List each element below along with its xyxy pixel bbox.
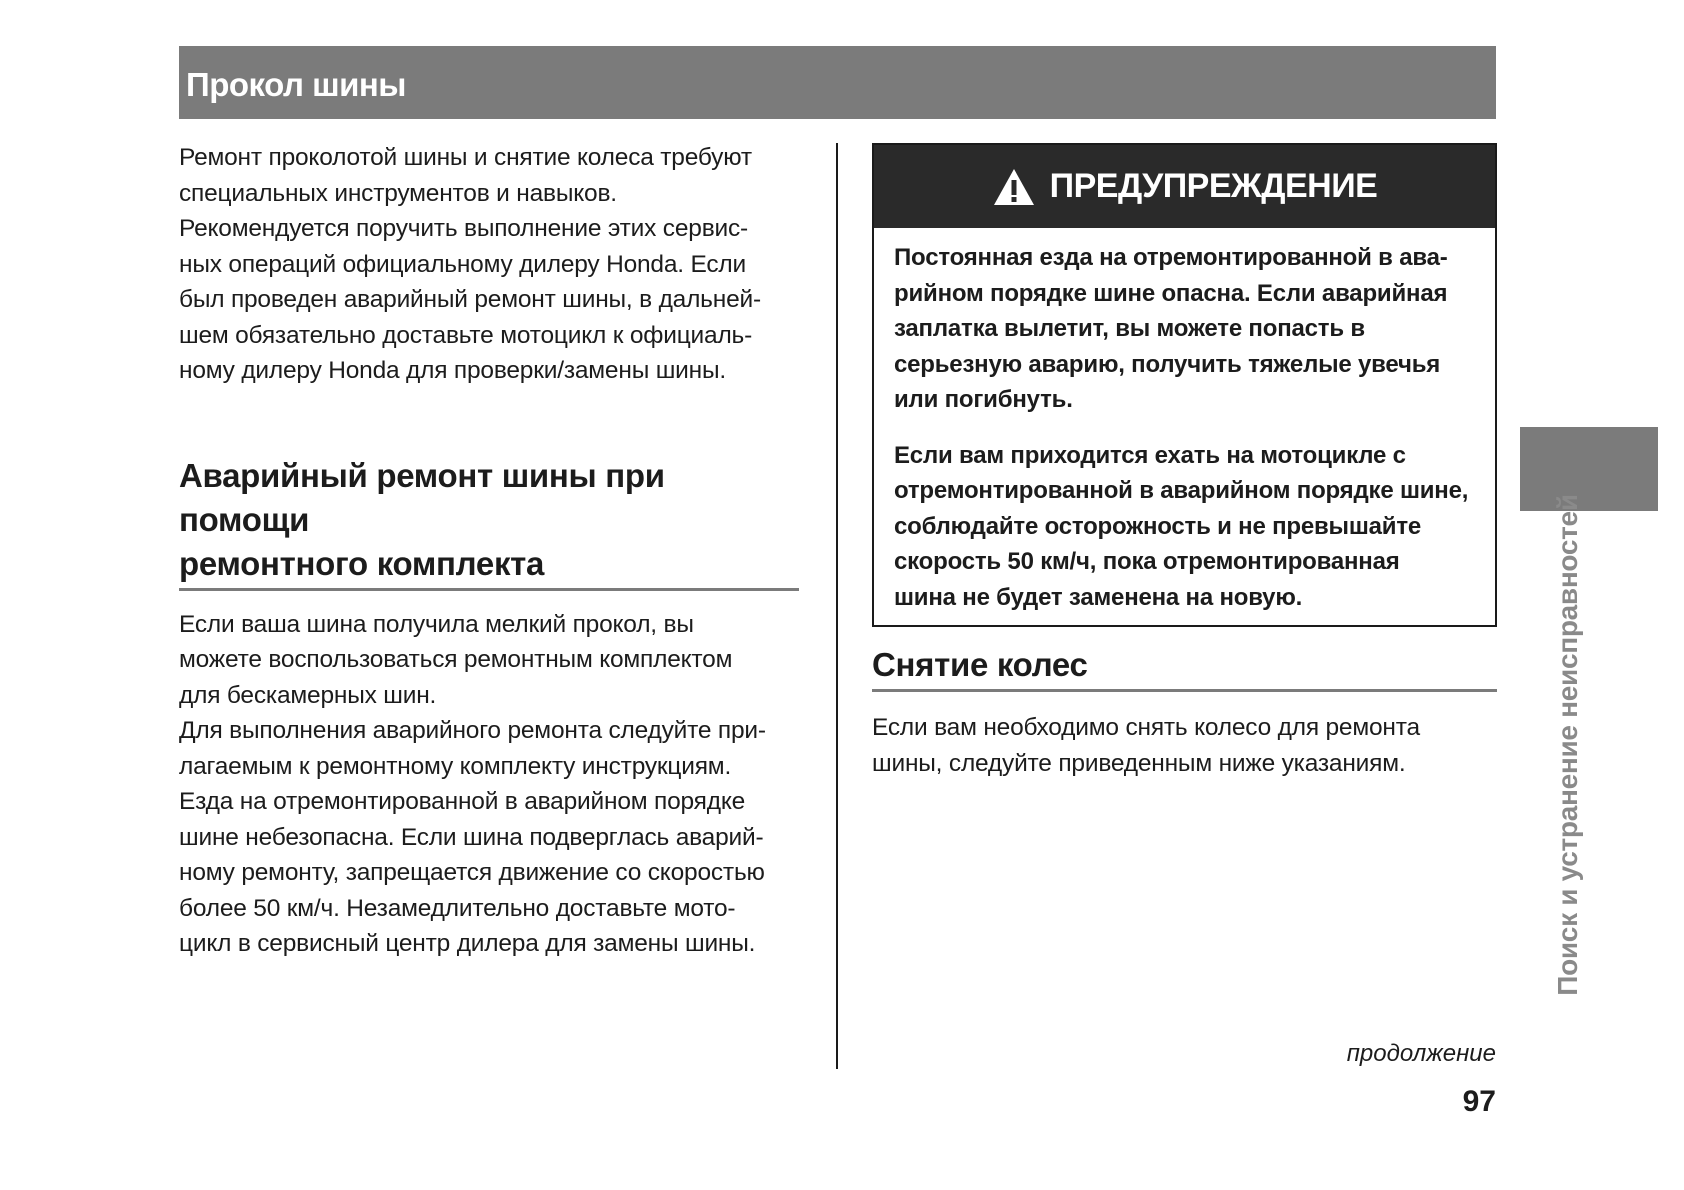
left-column <box>179 140 799 962</box>
wheel-removal-heading: Снятие колес <box>872 643 1497 692</box>
chapter-tab-marker <box>1520 427 1658 511</box>
wheel-removal-paragraph: Если вам необходимо снять колесо для ремонта шины, следуйте приведенным ниже указаниям. <box>872 714 1420 777</box>
warning-triangle-icon <box>992 167 1036 207</box>
warning-header <box>874 145 1495 228</box>
page-number: 97 <box>1462 1085 1496 1118</box>
intro-paragraph: Ремонт проколотой шины и снятие колеса требуют специальных инструментов и навыков. Рекомендуется поручить выполнение этих сервис- ных операций официальному дилеру Honda. Если был проведен аварийный ремонт шины, в дальней- шем обязательно доставьте мотоцикл к официаль- ному дилеру Honda для проверки/замены шины. <box>179 144 761 384</box>
warning-body <box>874 228 1495 625</box>
warning-title: ПРЕДУПРЕЖДЕНИЕ <box>1049 167 1378 205</box>
warning-box <box>872 143 1497 627</box>
section-header-bar <box>179 46 1496 119</box>
warning-paragraph-1: Постоянная езда на отремонтированной в ава- рийном порядке шине опасна. Если аварийная заплатка вылетит, вы можете попасть в серьезную аварию, получить тяжелые увечья или погибнуть. <box>894 244 1448 413</box>
warning-paragraph-2: Если вам приходится ехать на мотоцикле с отремонтированной в аварийном порядке шине, соблюдайте осторожность и не превышайте скорость 50 км/ч, пока отремонтированная шина не будет заменена на новую. <box>894 441 1469 611</box>
page-title: Прокол шины <box>186 66 406 103</box>
chapter-tab-label: Поиск и устранение неисправностей <box>1552 494 1583 996</box>
right-column <box>872 140 1497 781</box>
column-divider <box>836 143 838 1069</box>
emergency-repair-heading: Аварийный ремонт шины при помощи ремонтного комплекта <box>179 454 799 591</box>
emergency-repair-paragraph: Если ваша шина получила мелкий прокол, вы можете воспользоваться ремонтным комплектом для бескамерных шин. Для выполнения аварийного ремонта следуйте при- лагаемым к ремонтному комплекту инструкциям. Езда на отремонтированной в аварийном порядке шине небезопасна. Если шина подверглась аварий- ному ремонту, запрещается движение со скоростью более 50 км/ч. Незамедлительно доставьте мото- цикл в сервисный центр дилера для замены шины. <box>179 610 766 957</box>
continued-label: продолжение <box>1346 1040 1496 1067</box>
